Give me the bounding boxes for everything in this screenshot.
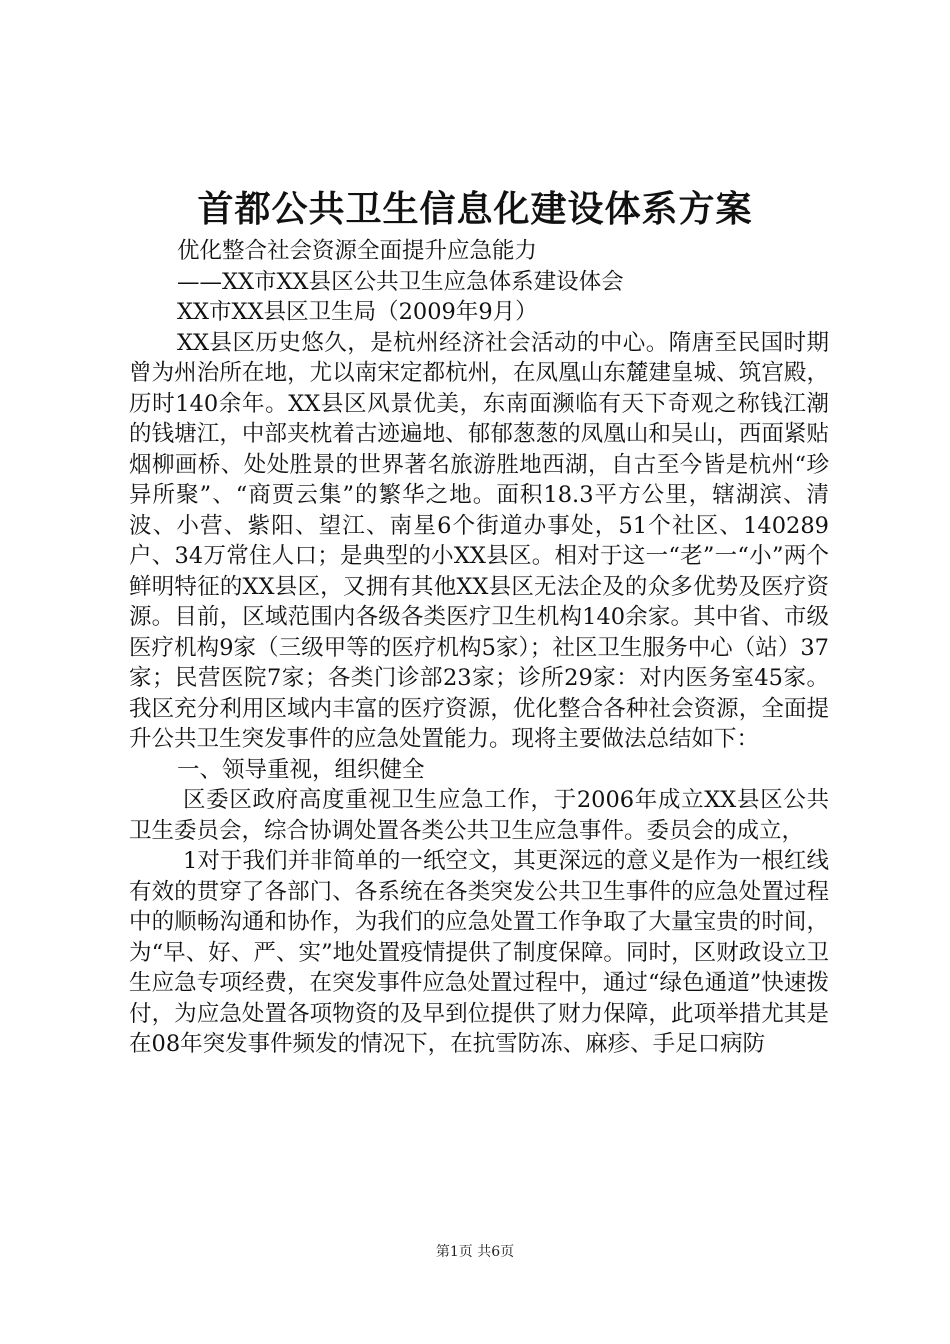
page-number-footer: 第1页 共6页 [435,1244,515,1260]
section-heading: 一、领导重视，组织健全 [177,756,425,783]
document-subtitle-secondary: ——XX市XX县区公共卫生应急体系建设体会 [177,268,624,295]
document-subtitle: 优化整合社会资源全面提升应急能力 [177,238,538,264]
paragraph-intro: XX县区历史悠久，是杭州经济社会活动的中心。隋唐至民国时期曾为州治所在地，尤以南宋定都杭州，在凤凰山东麓建皇城、筑宫殿，历时140余年。XX县区风景优美，东南面濒临有天下奇观之称钱江潮的钱塘江，中部夹枕着古迹遍地、郁郁葱葱的凤凰山和吴山，西面紧贴烟柳画桥、处处胜景的世界著名旅游胜地西湖，自古至今皆是杭州“珍异所聚”、“商贾云集”的繁华之地。面积18.3平方公里，辖湖滨、清波、小营、紫阳、望江、南星6个街道办事处，51个社区、140289户、34万常住人口；是典型的小XX县区。相对于这一“老”一“小”两个鲜明特征的XX县区，又拥有其他XX县区无法企及的众多优势及医疗资源。目前，区域范围内各级各类医疗卫生机构140余家。其中省、市级医疗机构9家（三级甲等的医疗机构5家）；社区卫生服务中心（站）37家；民营医院7家；各类门诊部23家；诊所29家：对内医务室45家。我区充分利用区域内丰富的医疗资源，优化整合各种社会资源，全面提升公共卫生突发事件的应急处置能力。现将主要做法总结如下： [129,329,829,752]
document-body [129,236,829,1060]
paragraph-significance: 1对于我们并非简单的一纸空文，其更深远的意义是作为一根红线有效的贯穿了各部门、各系统在各类突发公共卫生事件的应急处置过程中的顺畅沟通和协作，为我们的应急处置工作争取了大量宝贵的时间，为“早、好、严、实”地处置疫情提供了制度保障。同时，区财政设立卫生应急专项经费，在突发事件应急处置过程中，通过“绿色通道”快速拨付，为应急处置各项物资的及早到位提供了财力保障，此项举措尤其是在08年突发事件频发的情况下，在抗雪防冻、麻疹、手足口病防 [129,848,829,1057]
document-author-line: XX市XX县区卫生局（2009年9月） [177,299,538,325]
document-title: 首都公共卫生信息化建设体系方案 [197,189,753,230]
paragraph-leadership: 区委区政府高度重视卫生应急工作，于2006年成立XX县区公共卫生委员会，综合协调处置各类公共卫生应急事件。委员会的成立， [129,787,829,844]
